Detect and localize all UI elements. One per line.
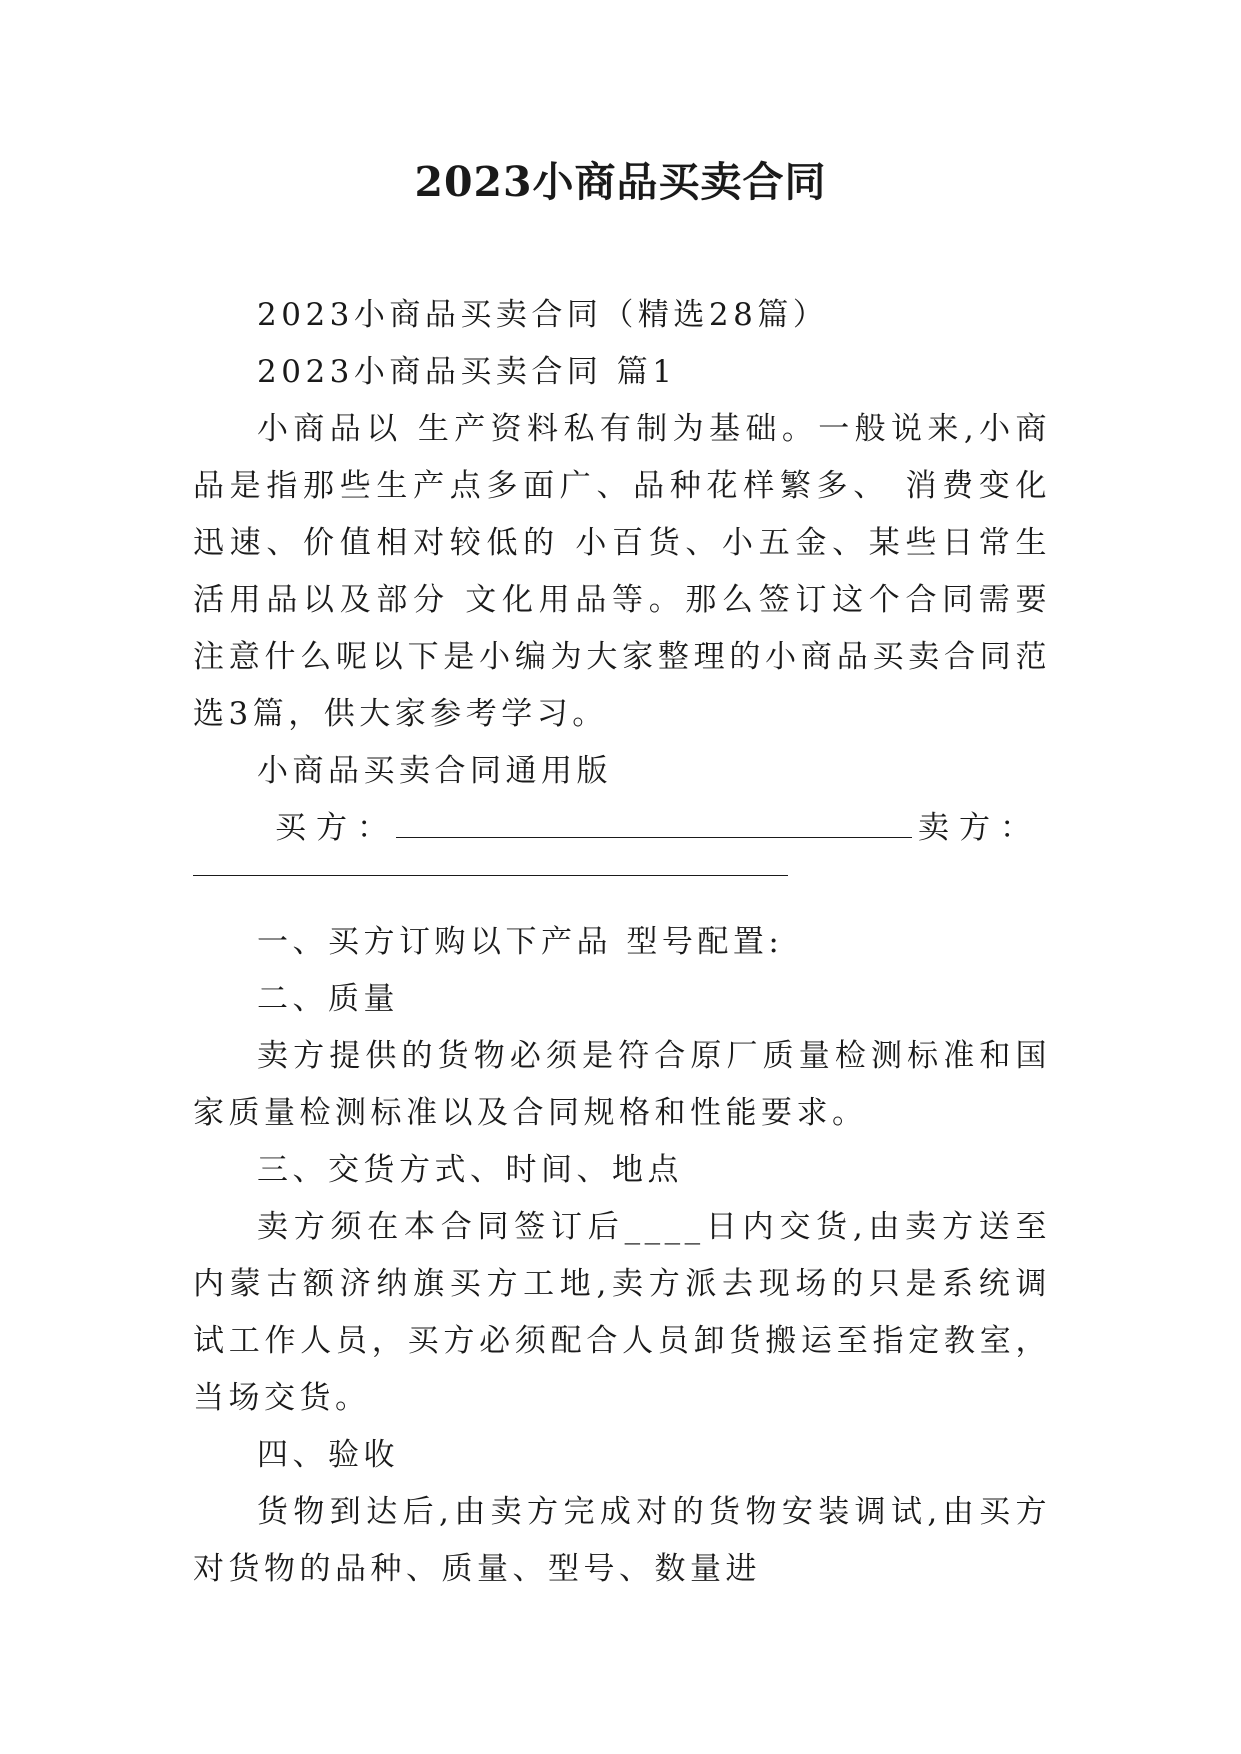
document-body bbox=[193, 287, 1051, 1598]
clause-1: 一、买方订购以下产品 型号配置: bbox=[257, 924, 784, 960]
clause-3-text: 卖方须在本合同签订后____日内交货,由卖方送至内蒙古额济纳旗买方工地,卖方派去现场的只是系统调试工作人员，买方必须配合人员卸货搬运至指定教室，当场交货。 bbox=[193, 1209, 1051, 1416]
seller-blank bbox=[193, 875, 788, 876]
document-subtitle: 2023小商品买卖合同（精选28篇） bbox=[257, 297, 829, 333]
clause-4-text: 货物到达后,由卖方完成对的货物安装调试,由买方对货物的品种、质量、型号、数量进 bbox=[193, 1494, 1051, 1587]
buyer-label: 买方： bbox=[275, 810, 398, 846]
clause-2-heading: 二、质量 bbox=[257, 981, 399, 1017]
clause-2-text: 卖方提供的货物必须是符合原厂质量检测标准和国家质量检测标准以及合同规格和性能要求。 bbox=[193, 1038, 1051, 1131]
document-title: 2023小商品买卖合同 bbox=[414, 158, 827, 206]
seller-label: 卖方： bbox=[918, 810, 1041, 846]
section-heading: 2023小商品买卖合同 篇1 bbox=[257, 354, 677, 390]
seller-blank-line bbox=[193, 857, 1051, 914]
clause-4-heading: 四、验收 bbox=[257, 1437, 399, 1473]
party-signature-line bbox=[193, 800, 1051, 857]
intro-paragraph: 小商品以 生产资料私有制为基础。一般说来,小商品是指那些生产点多面广、品种花样繁多、 消费变化迅速、价值相对较低的 小百货、小五金、某些日常生活用品以及部分 文化用品等。那么签订这个合同需要注意什么呢以下是小编为大家整理的小商品买卖合同范选3篇，供大家参考学习。 bbox=[193, 411, 1051, 732]
clause-3-heading: 三、交货方式、时间、地点 bbox=[257, 1152, 683, 1188]
contract-name: 小商品买卖合同通用版 bbox=[257, 753, 612, 789]
buyer-blank bbox=[396, 811, 912, 838]
